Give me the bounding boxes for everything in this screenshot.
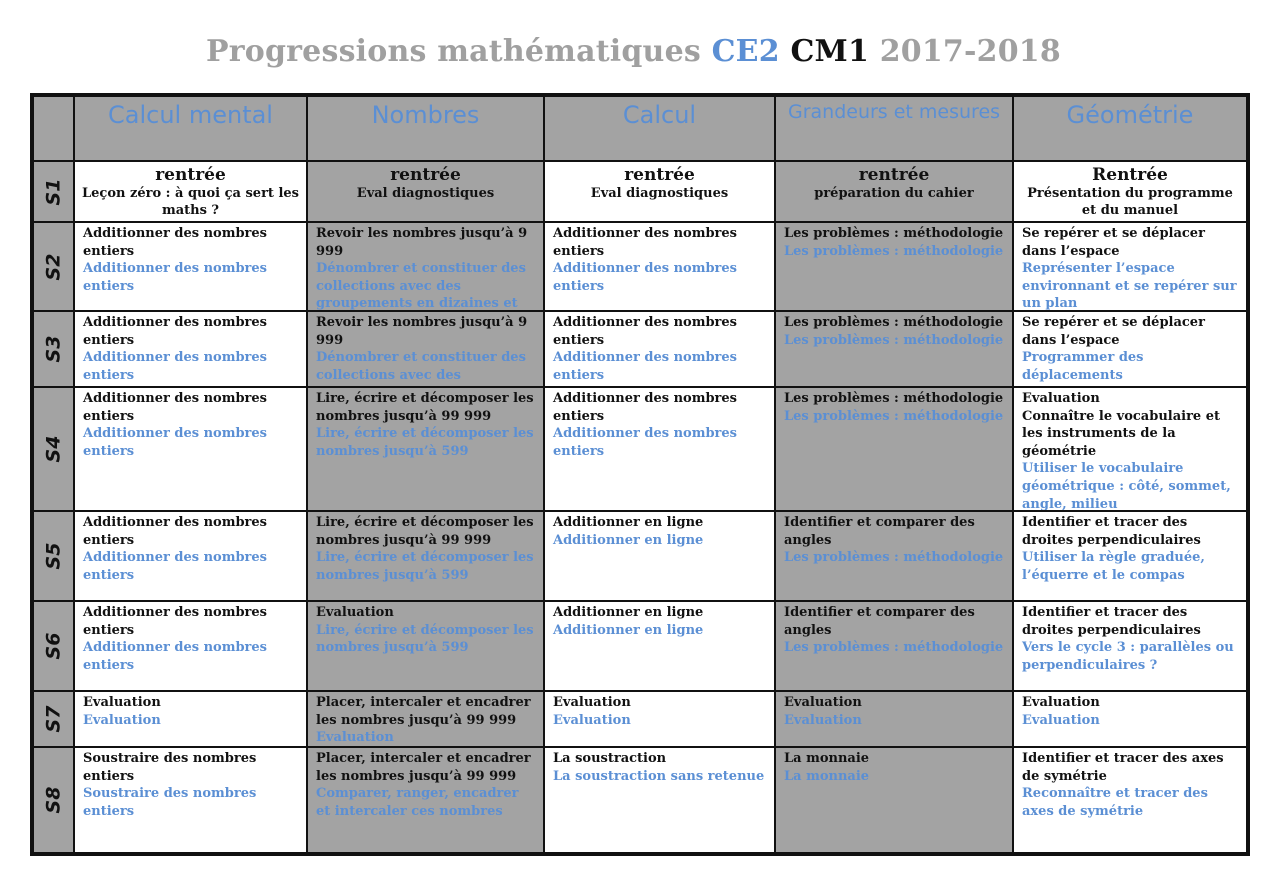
table-cell <box>308 223 543 310</box>
table-cell <box>545 162 774 221</box>
cell-text-ce2: Additionner des nombres entiers <box>83 261 267 294</box>
cell-text-ce2: Utiliser le vocabulaire géométrique : côté, sommet, angle, milieu <box>1022 461 1231 510</box>
cell-text-ce2: Les problèmes : méthodologie <box>784 332 1004 348</box>
cell-text-ce2: Additionner des nombres entiers <box>83 350 267 383</box>
column-header <box>1014 97 1246 160</box>
cell-title: rentrée <box>858 165 930 185</box>
table-cell <box>545 692 774 746</box>
cell-title: rentrée <box>624 165 695 185</box>
column-header-label: Calcul <box>622 101 697 129</box>
table-cell <box>776 223 1012 310</box>
cell-text-ce2: Soustraire des nombres entiers <box>83 786 257 819</box>
cell-text-cm1: Placer, intercaler et encadrer les nombres jusqu’à 99 999 <box>316 695 531 728</box>
cell-content <box>545 692 774 729</box>
week-label-wrap <box>34 312 73 386</box>
cell-content <box>75 512 306 584</box>
cell-content <box>545 748 774 785</box>
week-label-wrap <box>34 512 73 600</box>
cell-text-ce2: Evaluation <box>83 712 161 728</box>
cell-content <box>545 223 774 295</box>
cell-content <box>776 692 1012 729</box>
cell-content <box>545 388 774 460</box>
cell-content <box>1014 162 1246 219</box>
cell-text-ce2: La monnaie <box>784 768 870 784</box>
cell-text-ce2: Additionner des nombres entiers <box>553 350 737 383</box>
cell-text-cm1: Evaluation <box>316 605 394 620</box>
table-cell <box>75 512 306 600</box>
cell-text-ce2: Evaluation <box>784 712 862 728</box>
cell-content <box>1014 388 1246 510</box>
week-label-text: S5 <box>42 542 65 570</box>
week-label-text: S2 <box>42 253 65 280</box>
cell-content <box>308 512 543 584</box>
cell-text-cm1: Additionner des nombres entiers <box>83 515 267 548</box>
table-cell <box>545 512 774 600</box>
week-label-wrap <box>34 162 73 221</box>
title-year: 2017-2018 <box>879 34 1061 69</box>
table-cell <box>545 388 774 510</box>
cell-content <box>1014 692 1246 729</box>
cell-content <box>545 602 774 639</box>
cell-text-ce2: Comparer, ranger, encadrer et intercaler ces nombres <box>316 786 519 819</box>
cell-text-cm1: Additionner en ligne <box>553 605 704 620</box>
cell-text-ce2: Les problèmes : méthodologie <box>784 243 1004 259</box>
cell-content <box>545 512 774 549</box>
table-cell <box>545 748 774 852</box>
cell-content <box>776 162 1012 202</box>
cell-text-ce2: Lire, écrire et décomposer les nombres jusqu’à 599 <box>316 550 534 583</box>
cell-content <box>1014 602 1246 674</box>
table-cell <box>75 162 306 221</box>
table-corner <box>34 97 73 160</box>
week-label-text: S4 <box>42 435 65 463</box>
cell-content <box>1014 312 1246 384</box>
cell-text-ce2: Additionner des nombres entiers <box>553 426 737 459</box>
column-header <box>545 97 774 160</box>
cell-text-ce2: Additionner des nombres entiers <box>83 550 267 583</box>
cell-text-cm1: Additionner des nombres entiers <box>553 391 737 424</box>
cell-text-ce2: La soustraction sans retenue <box>553 768 765 784</box>
cell-text-cm1: Les problèmes : méthodologie <box>784 315 1004 330</box>
cell-text-ce2: Utiliser la règle graduée, l’équerre et le compas <box>1022 550 1205 583</box>
cell-text-ce2: Additionner en ligne <box>553 532 704 548</box>
table-cell <box>308 388 543 510</box>
column-header-label: Calcul mental <box>108 101 273 129</box>
table-cell <box>75 223 306 310</box>
cell-text-cm1: Evaluation <box>784 695 862 710</box>
cell-content <box>75 748 306 820</box>
cell-text-ce2: Dénombrer et constituer des collections avec des <box>316 350 526 383</box>
cell-content <box>308 388 543 460</box>
cell-text-cm1: Evaluation <box>1022 695 1100 710</box>
table-cell <box>75 692 306 746</box>
week-label-wrap <box>34 223 73 310</box>
table-cell <box>308 312 543 386</box>
cell-content <box>308 602 543 657</box>
cell-content <box>545 312 774 384</box>
table-cell <box>75 388 306 510</box>
cell-subtitle: Présentation du programme et du manuel <box>1027 186 1233 218</box>
cell-text-ce2: Vers le cycle 3 : parallèles ou perpendiculaires ? <box>1022 640 1234 673</box>
week-label <box>34 388 73 510</box>
cell-text-ce2: Les problèmes : méthodologie <box>784 408 1004 424</box>
column-header-label: Géométrie <box>1066 101 1194 129</box>
cell-text-cm1: Connaître le vocabulaire et les instruments de la géométrie <box>1022 408 1220 459</box>
column-header <box>308 97 543 160</box>
table-cell <box>776 312 1012 386</box>
cell-text-cm1: Lire, écrire et décomposer les nombres jusqu’à 99 999 <box>316 515 534 548</box>
cell-content <box>75 602 306 674</box>
cell-content <box>75 692 306 729</box>
table-cell <box>1014 512 1246 600</box>
cell-subtitle: Eval diagnostiques <box>590 186 729 201</box>
table-cell <box>776 512 1012 600</box>
column-header <box>776 97 1012 160</box>
cell-title: Rentrée <box>1092 165 1168 185</box>
cell-content <box>776 388 1012 425</box>
cell-content <box>1014 748 1246 820</box>
cell-content <box>75 312 306 384</box>
cell-subtitle: Eval diagnostiques <box>356 186 495 201</box>
week-label <box>34 162 73 221</box>
week-label <box>34 223 73 310</box>
cell-content <box>776 223 1012 260</box>
column-header <box>75 97 306 160</box>
table-cell <box>776 692 1012 746</box>
cell-content <box>776 312 1012 349</box>
week-label-text: S7 <box>42 705 65 733</box>
table-cell <box>1014 312 1246 386</box>
cell-text-cm1: Additionner des nombres entiers <box>83 315 267 348</box>
title-main: Progressions mathématiques <box>206 34 701 69</box>
cell-text-ce2: Evaluation <box>553 712 631 728</box>
table-cell <box>1014 748 1246 852</box>
title-level-ce2: CE2 <box>711 34 780 69</box>
table-cell <box>308 748 543 852</box>
cell-text-ce2: Représenter l’espace environnant et se repérer sur un plan <box>1022 261 1237 310</box>
cell-text-cm1: Additionner des nombres entiers <box>553 226 737 259</box>
week-label-text: S8 <box>42 786 65 814</box>
week-label-wrap <box>34 748 73 852</box>
week-label <box>34 512 73 600</box>
cell-text-ce2: Les problèmes : méthodologie <box>784 550 1004 566</box>
cell-text-cm1: Additionner des nombres entiers <box>553 315 737 348</box>
week-label <box>34 602 73 690</box>
cell-text-ce2: Additionner des nombres entiers <box>553 261 737 294</box>
table-cell <box>308 692 543 746</box>
table-cell <box>776 748 1012 852</box>
cell-text-cm1: Identifier et comparer des angles <box>784 605 975 638</box>
cell-text-cm1: Les problèmes : méthodologie <box>784 391 1004 406</box>
table-cell <box>545 223 774 310</box>
cell-text-cm1: Additionner des nombres entiers <box>83 391 267 424</box>
cell-text-cm1: Placer, intercaler et encadrer les nombres jusqu’à 99 999 <box>316 751 531 784</box>
cell-text-cm1: Revoir les nombres jusqu’à 9 999 <box>316 226 528 259</box>
cell-text-ce2: Evaluation <box>316 730 394 746</box>
column-header-label: Nombres <box>371 101 480 129</box>
cell-text-ce2: Additionner des nombres entiers <box>83 426 267 459</box>
cell-title: rentrée <box>390 165 461 185</box>
week-label-text: S6 <box>42 632 65 660</box>
table-cell <box>308 512 543 600</box>
cell-text-ce2: Programmer des déplacements <box>1022 350 1144 383</box>
cell-text-cm1: Additionner des nombres entiers <box>83 605 267 638</box>
table-cell <box>308 162 543 221</box>
cell-content <box>308 223 543 310</box>
table-cell <box>1014 223 1246 310</box>
table-cell <box>75 312 306 386</box>
cell-content <box>1014 223 1246 310</box>
table-cell <box>1014 692 1246 746</box>
column-header-label: Grandeurs et mesures <box>787 101 1001 123</box>
cell-content <box>776 512 1012 567</box>
week-label <box>34 748 73 852</box>
cell-content <box>308 748 543 820</box>
table-cell <box>545 312 774 386</box>
cell-subtitle: Leçon zéro : à quoi ça sert les maths ? <box>82 186 299 218</box>
week-label <box>34 692 73 746</box>
cell-text-cm1: La soustraction <box>553 751 667 766</box>
table-cell <box>1014 162 1246 221</box>
cell-content <box>1014 512 1246 584</box>
week-label-wrap <box>34 692 73 746</box>
week-label-wrap <box>34 602 73 690</box>
table-cell <box>776 602 1012 690</box>
cell-text-cm1: Additionner en ligne <box>553 515 704 530</box>
cell-text-cm1: Revoir les nombres jusqu’à 9 999 <box>316 315 528 348</box>
cell-content <box>308 692 543 746</box>
cell-text-cm1: Identifier et tracer des droites perpendiculaires <box>1022 515 1201 548</box>
cell-content <box>75 162 306 219</box>
cell-subtitle: préparation du cahier <box>814 186 974 201</box>
progression-table <box>30 93 1250 856</box>
cell-text-ce2: Lire, écrire et décomposer les nombres jusqu’à 599 <box>316 426 534 459</box>
cell-text-ce2: Dénombrer et constituer des collections avec des groupements en dizaines et <box>316 261 526 310</box>
table-cell <box>75 602 306 690</box>
cell-text-cm1: Identifier et comparer des angles <box>784 515 975 548</box>
cell-text-cm1: Les problèmes : méthodologie <box>784 226 1004 241</box>
table-cell <box>776 388 1012 510</box>
table-cell <box>1014 602 1246 690</box>
week-label <box>34 312 73 386</box>
table-cell <box>75 748 306 852</box>
cell-text-ce2: Evaluation <box>1022 712 1100 728</box>
cell-text-ce2: Additionner en ligne <box>553 622 704 638</box>
cell-text-cm1: Identifier et tracer des axes de symétrie <box>1022 751 1224 784</box>
cell-text-cm1: Additionner des nombres entiers <box>83 226 267 259</box>
table-cell <box>308 602 543 690</box>
cell-text-cm1: Se repérer et se déplacer dans l’espace <box>1022 226 1205 259</box>
cell-text-cm1: Evaluation <box>553 695 631 710</box>
cell-text-cm1: Se repérer et se déplacer dans l’espace <box>1022 315 1205 348</box>
cell-content <box>75 223 306 295</box>
cell-content <box>75 388 306 460</box>
cell-content <box>308 162 543 202</box>
cell-content <box>545 162 774 202</box>
cell-text-cm1: Identifier et tracer des droites perpendiculaires <box>1022 605 1201 638</box>
table-cell <box>545 602 774 690</box>
table-cell <box>1014 388 1246 510</box>
cell-text-cm1: Soustraire des nombres entiers <box>83 751 257 784</box>
week-label-text: S1 <box>42 178 65 205</box>
cell-content <box>308 312 543 386</box>
cell-text-cm1: Lire, écrire et décomposer les nombres jusqu’à 99 999 <box>316 391 534 424</box>
week-label-wrap <box>34 388 73 510</box>
cell-text-cm1: La monnaie <box>784 751 870 766</box>
title-level-cm1: CM1 <box>790 34 870 69</box>
cell-text-cm1: Evaluation <box>83 695 161 710</box>
cell-text-ce2: Lire, écrire et décomposer les nombres jusqu’à 599 <box>316 622 534 656</box>
cell-content <box>776 748 1012 785</box>
table-cell <box>776 162 1012 221</box>
cell-title: rentrée <box>155 165 226 185</box>
cell-text-cm1: Evaluation <box>1022 391 1100 406</box>
page-title <box>0 34 1267 69</box>
cell-text-ce2: Additionner des nombres entiers <box>83 640 267 673</box>
cell-text-ce2: Les problèmes : méthodologie <box>784 640 1004 656</box>
cell-text-ce2: Reconnaître et tracer des axes de symétrie <box>1022 786 1208 819</box>
cell-content <box>776 602 1012 657</box>
week-label-text: S3 <box>42 335 65 363</box>
